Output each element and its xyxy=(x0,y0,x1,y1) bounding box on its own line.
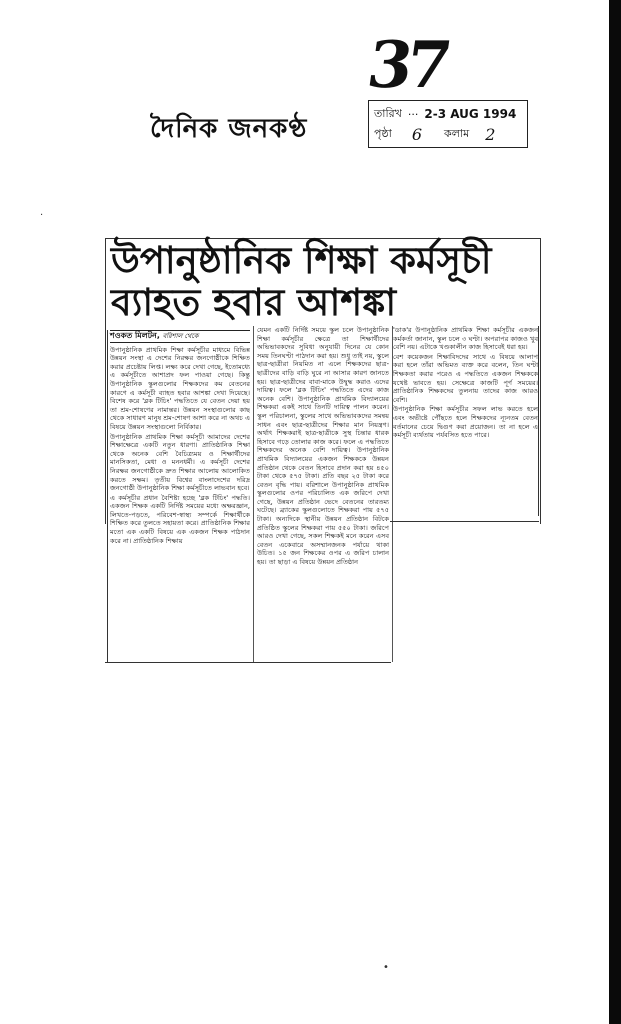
clipping-bottom-edge xyxy=(105,662,391,663)
column-label: কলাম xyxy=(444,126,470,140)
page-label: পৃষ্ঠা xyxy=(374,126,392,140)
page-value: 6 xyxy=(411,124,423,144)
paragraph: যেমন একটি নির্দিষ্ট সময়ে স্কুল চলে উপানুষ্ঠানিক শিক্ষা কর্মসূচীর ক্ষেত্রে তা শিক্ষার্থীদের অভিভাবকদের সুবিধা অনুযায়ী দিনের যে কোন সময় তিনঘণ্টা পাঠদান করা হয়। শুধু তাই নয়, স্কুলে ছাত্র-ছাত্রীরা নিয়মিত না এলে শিক্ষকদের ছাত্র-ছাত্রীদের বাড়ি বাড়ি ঘুরে না আসার কারণ জানতে হয়। ছাত্র-ছাত্রীদের বাবা-মাকে উদ্বুদ্ধ করাও এদের দায়িত্ব। ফলে 'ব্লক টিচিং' পদ্ধতিতে এদের কাজ অনেক বেশি। উপানুষ্ঠানিক প্রাথমিক বিদ্যালয়ের শিক্ষকরা একই সাথে তিনটি দায়িত্ব পালন করেন। স্কুল পরিচালনা, স্কুলের সাথে অভিভাবকদের সমন্বয় সাধন এবং ছাত্র-ছাত্রীদের শিক্ষার মান নিয়ন্ত্রণ। অর্থাৎ শিক্ষকরাই ছাত্র-ছাত্রীকে সুস্থ চিন্তার ধারক হিসাবে গড়ে তোলার কাজ করে। ফলে এ পদ্ধতিতে শিক্ষকদের অনেক বেশি দায়িত্ব। উপানুষ্ঠানিক প্রাথমিক বিদ্যালয়ের একজন শিক্ষককে উন্নয়ন প্রতিষ্ঠান থেকে বেতন হিসাবে প্রদান করা হয় ৪৫০ টাকা থেকে ৫৭৫ টাকা। প্রতি বছর ২৫ টাকা করে বেতন বৃদ্ধি পায়। বরিশালে উপানুষ্ঠানিক প্রাথমিক স্কুলগুলোর ওপর পরিচালিত এক জরিপে দেখা গেছে, উন্নয়ন প্রতিষ্ঠান ভেদে বেতনের তারতম্য ঘটেছে। ব্র্যাকের স্কুলগুলোতে শিক্ষকরা পায় ৫৭৫ টাকা। অন্যদিকে স্থানীয় উন্নয়ন প্রতিষ্ঠান বিটকে প্রতিষ্ঠিত স্কুলের শিক্ষকরা পায় ৫৫০ টাকা। জরিপে আরও দেখা গেছে, সকল শিক্ষকই মনে করেন এসব বেতন একেবারে অসম্মানজনক পর্যায়ে থাকা উচিত। ১৫ জন শিক্ষকের ওপর এ জরিপ চালান হয়। তা ছাড়া এ বিষয়ে উন্নয়ন প্রতিষ্ঠান xyxy=(257,326,389,567)
headline xyxy=(111,240,539,324)
byline-place: বরিশাল থেকে xyxy=(162,332,199,340)
date-label: তারিখ xyxy=(374,106,402,120)
handwritten-annotation-number: 37 xyxy=(362,28,451,103)
byline-name: শওকত মিলটন, xyxy=(110,331,160,340)
article-column-3 xyxy=(390,326,539,516)
byline xyxy=(110,330,250,343)
newspaper-clipping xyxy=(105,238,541,663)
paragraph: 'ডাক'র উপানুষ্ঠানিক প্রাথমিক শিক্ষা কর্মসূচীর একজন কর্মকর্তা জানান, স্কুল চলে ৩ ঘণ্টা। অপরাপর কাজও খুব বেশি নয়। এটাকে খণ্ডকালীন কাজ হিসাবেই ধরা হয়। xyxy=(393,326,538,352)
date-value: 2-3 AUG 1994 xyxy=(424,107,517,121)
paragraph: বেশ কয়েকজন শিক্ষাবিদদের সাথে এ বিষয়ে আলাপ করা হলে তাঁরা অভিমত ব্যক্ত করে বলেন, তিন ঘণ্টা শিক্ষকতা করার পরেও এ পদ্ধতিতে একজন শিক্ষককে যথেষ্ট ভাবতে হয়। সেক্ষেত্রে কাজটি পূর্ণ সময়ের। প্রাতিষ্ঠানিক শিক্ষকদের তুলনায় তাদের কাজ আরও বেশি। xyxy=(393,352,538,404)
paragraph: উপানুষ্ঠানিক প্রাথমিক শিক্ষা কর্মসূচীর মাধ্যমে বিভিন্ন উন্নয়ন সংস্থা এ দেশের নিরক্ষর জনগোষ্ঠীকে শিক্ষিত করার প্রচেষ্টায় লিপ্ত। লক্ষ্য করে দেখা গেছে, ইতোমধ্যে এ কর্মসূচীতে আশাপ্রদ ফল পাওয়া গেছে। কিন্তু উপানুষ্ঠানিক স্কুলগুলোর শিক্ষকদের কম বেতনের কারণে এ কর্মসূচী ব্যাহত হবার আশঙ্কা দেখা দিয়েছে। বিশেষ করে 'ব্লক টিচিং' পদ্ধতিতে যে বেতন দেয়া হয় তা শ্রম-শোষণের নামান্তর। উন্নয়ন সংস্থাগুলোর কাছ থেকে সাধারণ মানুষ শ্রম-শোষণ আশা করে না অথচ এ বিষয়ে উন্নয়ন সংস্থাগুলো নির্বিকার। xyxy=(110,345,250,431)
paragraph: এ কর্মসূচীর প্রধান বৈশিষ্ট্য হচ্ছে 'ব্লক টিচিং' পদ্ধতি। একজন শিক্ষক একটি নির্দিষ্ট সময়ের মধ্যে অক্ষরজ্ঞান, লিখতে-পড়তে, পরিবেশ-স্বাস্থ্য সম্পর্কে শিক্ষার্থীকে শিক্ষিত করে তুলতে সহায়তা করে। প্রাতিষ্ঠানিক শিক্ষার মতো এক একটি বিষয়ে এক একজন শিক্ষক পাঠদান করে না। প্রাতিষ্ঠানিক শিক্ষায় xyxy=(110,493,250,545)
scan-edge-shadow xyxy=(609,0,621,1024)
article-column-2 xyxy=(253,326,393,662)
paragraph: উপানুষ্ঠানিক প্রাথমিক শিক্ষা কর্মসূচী আমাদের দেশের শিক্ষাক্ষেত্রে একটি নতুন ধারণা। প্রাতিষ্ঠানিক শিক্ষা থেকে অনেক বেশি বৈচিত্র্যময় ও শিক্ষার্থীদের মানসিকতা, মেধা ও মননধর্মী। এ কর্মসূচী দেশের নিরক্ষর জনগোষ্ঠীকে দ্রুত শিক্ষার আলোয় আলোকিত করতে সক্ষম। তৃতীয় বিশ্বের বাংলাদেশের দরিদ্র জনগোষ্ঠী উপানুষ্ঠানিক শিক্ষা কর্মসূচীতে লাভবান হবে। xyxy=(110,432,250,493)
article-column-1 xyxy=(107,330,250,662)
newspaper-masthead: দৈনিক জনকণ্ঠ xyxy=(150,114,308,144)
clipping-cut-edge xyxy=(390,521,539,522)
headline-line-2: ব্যাহত হবার আশঙ্কা xyxy=(111,281,397,324)
paragraph: উপানুষ্ঠানিক শিক্ষা কর্মসূচীর সফল লাভ করতে হলে এবং অভীষ্টে পৌঁছতে হলে শিক্ষকদের ন্যূনতম বেতন বর্তমানের চেয়ে দ্বিগুণ করা প্রয়োজন। তা না হলে এ কর্মসূচী ব্যর্থতায় পর্যবসিত হতে পারে। xyxy=(393,405,538,440)
column-value: 2 xyxy=(485,124,496,144)
headline-line-1: উপানুষ্ঠানিক শিক্ষা কর্মসূচী xyxy=(111,239,492,282)
date-stamp-box: তারিখ ··· 2-3 AUG 1994 পৃষ্ঠা 6 কলাম 2 xyxy=(368,100,528,148)
scan-speck: · xyxy=(40,210,44,221)
scan-speck: • xyxy=(383,962,389,973)
